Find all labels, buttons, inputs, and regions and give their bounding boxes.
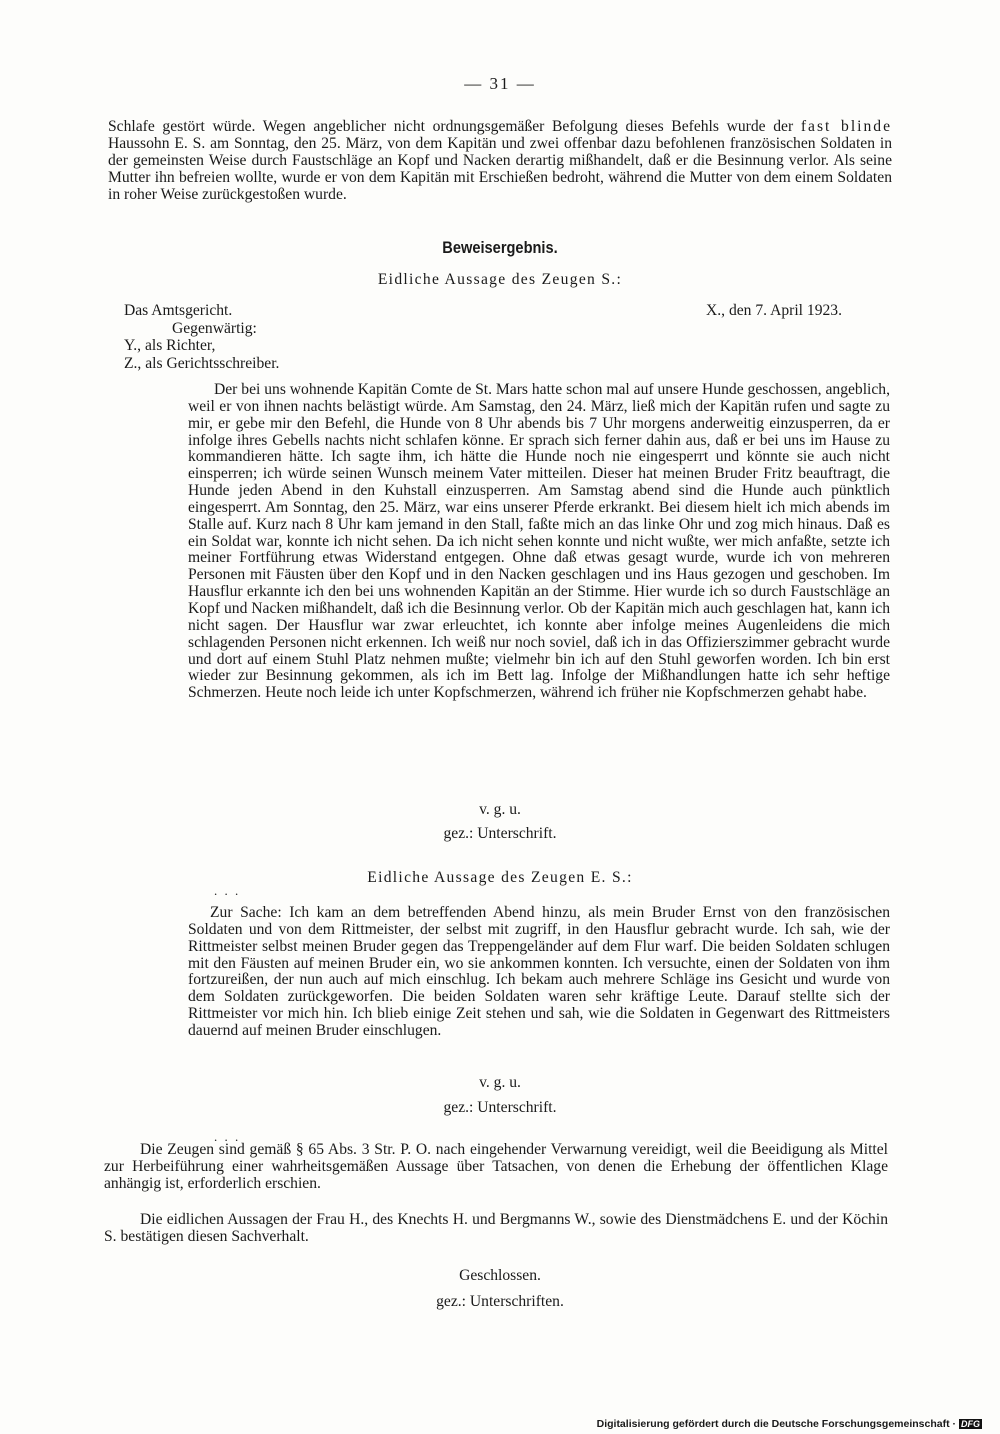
footer-text: Digitalisierung gefördert durch die Deutsche Forschungsgemeinschaft ·	[596, 1418, 956, 1430]
closing-text-1: Die Zeugen sind gemäß § 65 Abs. 3 Str. P. O. nach eingehender Verwarnung vereidigt, weil die Beeidigung als Mittel zur Herbeiführung einer wahrheitsgemäßen Aussage über Tatsachen, von denen die Erhebung der öffentlichen Klage anhängig ist, erforderlich erschien.	[104, 1141, 888, 1192]
closing-paragraph-1	[104, 1141, 888, 1192]
dateline: X., den 7. April 1923.	[706, 302, 843, 319]
testimony-2	[188, 905, 890, 1040]
closing-text-2: Die eidlichen Aussagen der Frau H., des Knechts H. und Bergmanns W., sowie des Dienstmädchens E. und der Köchin S. bestätigen diesen Sachverhalt.	[104, 1211, 888, 1245]
section1-vgu: v. g. u.	[479, 801, 521, 818]
section2-signature: gez.: Unterschrift.	[443, 1099, 557, 1116]
closing-ellipsis: . . .	[214, 1129, 241, 1144]
closing-signatures: gez.: Unterschriften.	[436, 1293, 564, 1310]
intro-text-2: Haussohn E. S. am Sonntag, den 25. März, von dem Kapitän und zwei offenbar dazu befohlenen französischen Soldaten in der gemeinsten Weise durch Faustschläge an Kopf und Nacken derartig mißhandelt, daß er die Besinnung verlor. Als seine Mutter ihn befreien wollte, wurde er von dem Kapitän mit Erschießen bedroht, während die Mutter von dem einem Soldaten in roher Weise zurückgestoßen wurde.	[108, 134, 892, 203]
section2-title: Eidliche Aussage des Zeugen E. S.:	[367, 869, 633, 886]
footer	[597, 1418, 982, 1430]
clerk-line: Z., als Gerichtsschreiber.	[124, 354, 280, 372]
section1-signature: gez.: Unterschrift.	[443, 825, 557, 842]
section2-vgu: v. g. u.	[479, 1074, 521, 1091]
section1-title: Eidliche Aussage des Zeugen S.:	[377, 271, 623, 288]
testimony-1-text: Der bei uns wohnende Kapitän Comte de St. Mars hatte schon mal auf unsere Hunde geschossen, angeblich, weil er von ihnen nachts belästigt würde. Am Samstag, den 24. März, ließ mich der Kapitän rufen und sagte zu mir, er gebe mir den Befehl, die Hunde von 8 Uhr abends bis 7 Uhr morgens anderweitig einzusperren, da er infolge ihres Gebells nachts nicht schlafen könne. Er sprach sich ferner dahin aus, daß er bei uns im Hause zu kommandieren hätte. Ich sagte ihm, ich hätte die Hunde noch nie eingesperrt und könnte sie auch nicht einsperren; ich würde seinen Wunsch meinem Vater mitteilen. Dieser hat meinen Bruder Fritz beauftragt, die Hunde jeden Abend in den Kuhstall einzusperren. Am Samstag abend sind die Hunde auch pünktlich eingesperrt. Am Sonntag, den 25. März, war eins unserer Pferde erkrankt. Bei diesem hielt ich mich abends im Stalle auf. Kurz nach 8 Uhr kam jemand in den Stall, faßte mich an das linke Ohr und zog mich hinaus. Daß es ein Soldat war, konnte ich nicht sehen. Da ich nicht sehen konnte und nicht wußte, wer mich anfaßte, setzte ich meiner Fortführung etwas Widerstand entgegen. Ohne daß etwas gesagt wurde, wurde ich von mehreren Personen mit Fäusten über den Kopf und in den Nacken geschlagen und ins Haus gezogen und geschoben. Im Hausflur erkannte ich den bei uns wohnenden Kapitän an der Stimme. Hier wurde ich so durch Faustschläge an Kopf und Nacken mißhandelt, daß ich die Besinnung verlor. Ob der Kapitän mich auch geschlagen hat, kann ich nicht sagen. Der Hausflur war zwar erleuchtet, ich konnte aber infolge meines Augenleidens die mich schlagenden Personen nicht erkennen. Ich weiß nur noch soviel, daß ich in das Offizierszimmer gebracht wurde und dort auf einem Stuhl Platz nehmen mußte; vielmehr bin ich auf den Stuhl geworfen worden. Ich bin erst wieder zur Besinnung gekommen, als ich im Bett lag. Infolge der Mißhandlungen hatte ich sehr heftige Schmerzen. Heute noch leide ich unter Kopfschmerzen, während ich früher nie Kopfschmerzen gehabt habe.	[188, 381, 890, 702]
section-heading: Beweisergebnis.	[442, 238, 558, 257]
page-number: — 31 —	[464, 74, 536, 93]
intro-spaced-text: fast blinde	[800, 118, 893, 135]
intro-paragraph	[108, 119, 892, 204]
court-block	[124, 302, 279, 372]
testimony-2-text: Zur Sache: Ich kam an dem betreffenden Abend hinzu, als mein Bruder Ernst von den französischen Soldaten und von dem Rittmeister, der selbst mit zugriff, in den Hausflur gebracht wurde. Ich sah, wie der Rittmeister selbst meinen Bruder gegen das Treppengeländer auf dem Flur warf. Die beiden Soldaten schlugen mit den Fäusten auf meinen Bruder ein, wo sie ankommen konnten. Ich versuchte, einen der Soldaten von ihm fortzureißen, der nun auch auf mich einschlug. Ich bekam auch mehrere Schläge ins Gesicht und wurde von dem Soldaten zurückgeworfen. Die beiden Soldaten waren sehr kräftige Leute. Darauf stellte sich der Rittmeister vor mich hin. Ich blieb einige Zeit stehen und sah, wie die Soldaten in Gegenwart des Rittmeisters dauernd auf meinen Bruder einschlugen.	[188, 904, 890, 1039]
intro-text-1: Schlafe gestört würde. Wegen angeblicher nicht ordnungsgemäßer Befolgung dieses Befehls wurde der	[108, 118, 801, 135]
testimony-1	[188, 382, 890, 702]
section2-ellipsis: . . .	[214, 883, 241, 898]
court-name: Das Amtsgericht.	[124, 302, 233, 319]
dfg-logo: DFG	[961, 1419, 980, 1429]
closing-paragraph-2	[104, 1211, 888, 1245]
judge-line: Y., als Richter,	[124, 337, 216, 354]
present-label: Gegenwärtig:	[172, 319, 257, 337]
closing-end: Geschlossen.	[459, 1267, 541, 1284]
